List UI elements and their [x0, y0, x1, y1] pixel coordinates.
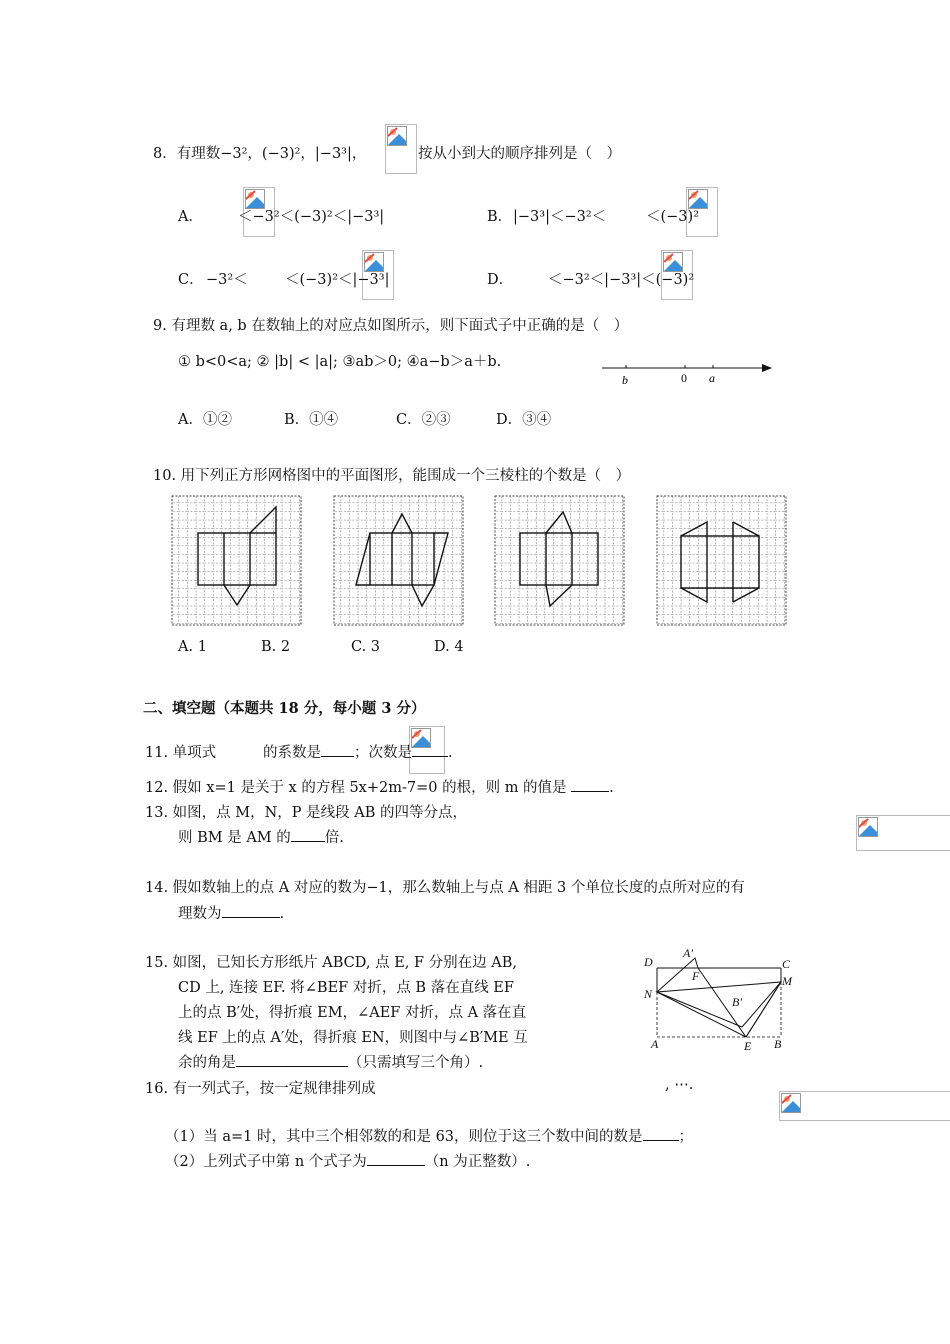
- fig-label-e: E: [744, 1039, 752, 1053]
- image-placeholder: [385, 124, 417, 174]
- fig-label-m: M: [782, 974, 792, 988]
- q8-option-c-pre: −3²＜: [206, 272, 248, 288]
- q10-grid-figures: [170, 494, 790, 628]
- q9-option-a: A．①②: [178, 412, 232, 428]
- fig-label-n: N: [644, 987, 653, 1001]
- q15-figure: [640, 942, 805, 1054]
- q8-option-b-post: ＜(−3)²: [646, 209, 700, 225]
- q16-part1: （1）当 a=1 时，其中三个相邻数的和是 63，则位于这三个数中间的数是 ；: [165, 1125, 693, 1146]
- image-placeholder: [779, 1091, 950, 1121]
- q10-option-c: C. 3: [351, 639, 381, 655]
- q15-line3: 上的点 B′处，得折痕 EM，∠AEF 对折，点 A 落在直: [178, 1005, 527, 1021]
- q14-line2: 理数为 .: [178, 902, 284, 923]
- fig-label-b-prime: B': [732, 995, 742, 1009]
- q8-option-c-label: C．: [178, 272, 204, 288]
- axis-b-label: b: [622, 373, 628, 387]
- q8-option-d-text: ＜−3²＜|−3³|＜(−3)²: [548, 272, 695, 288]
- q15-line5: 余的角是 （只需填写三个角）.: [178, 1051, 483, 1072]
- image-placeholder-icon: [387, 126, 407, 146]
- q11-text: 的系数是 ；次数是 .: [263, 741, 453, 762]
- fig-label-d: D: [644, 955, 653, 969]
- fig-label-c: C: [782, 957, 791, 971]
- q8-option-c-post: ＜(−3)²＜|−3³|: [285, 272, 390, 288]
- fig-label-f: F: [692, 969, 700, 983]
- fig-label-a-prime: A': [683, 946, 693, 960]
- section-title: 二、填空题（本题共 18 分，每小题 3 分）: [143, 700, 426, 717]
- q9-option-d: D．③④: [496, 412, 552, 428]
- grid-figure-1: [172, 496, 301, 625]
- image-placeholder: [856, 815, 950, 851]
- grid-figure-4: [657, 496, 786, 625]
- q14-line1: 14. 假如数轴上的点 A 对应的数为−1，那么数轴上与点 A 相距 3 个单位长度的点所对应的有: [145, 880, 745, 896]
- q9-option-c: C．②③: [396, 412, 451, 428]
- q8-stem-tail: 按从小到大的顺序排列是（ ）: [418, 146, 621, 162]
- q8-option-a-text: ＜−3²＜(−3)²＜|−3³|: [238, 209, 385, 225]
- image-placeholder-icon: [858, 817, 878, 837]
- q10-stem: 10. 用下列正方形网格图中的平面图形，能围成一个三棱柱的个数是（ ）: [153, 468, 631, 484]
- q8-option-b-pre: |−3³|＜−3²＜: [513, 209, 607, 225]
- q15-line1: 15. 如图，已知长方形纸片 ABCD, 点 E, F 分别在边 AB,: [145, 955, 518, 971]
- q12-text: 12. 假如 x=1 是关于 x 的方程 5x+2m-7=0 的根，则 m 的值是 .: [145, 776, 614, 797]
- q16-stem-end: , ⋯.: [665, 1077, 694, 1093]
- q11-pre: 11. 单项式: [145, 745, 217, 761]
- q8-stem: 8．有理数−3²，(−3)²，|−3³|，: [153, 146, 367, 162]
- q10-option-d: D. 4: [434, 639, 464, 655]
- q16-stem: 16. 有一列式子，按一定规律排列成: [145, 1081, 376, 1097]
- q8-option-d-label: D．: [487, 272, 514, 288]
- q9-stem: 9. 有理数 a, b 在数轴上的对应点如图所示，则下面式子中正确的是（ ）: [153, 318, 629, 334]
- number-line: [600, 358, 775, 390]
- q16-part2: （2）上列式子中第 n 个式子为 （n 为正整数）.: [165, 1150, 530, 1171]
- q10-option-b: B. 2: [261, 639, 291, 655]
- q8-option-a-label: A．: [178, 209, 203, 225]
- q10-option-a: A. 1: [178, 639, 207, 655]
- q15-line4: 线 EF 上的点 A′处，得折痕 EN，则图中与∠B′ME 互: [178, 1030, 528, 1046]
- axis-a-label: a: [709, 371, 715, 385]
- q9-items: ① b<0<a; ② |b| < |a|; ③ab＞0; ④a−b＞a＋b.: [178, 354, 502, 370]
- fig-label-a: A: [651, 1037, 659, 1051]
- fig-label-b: B: [774, 1037, 782, 1051]
- q8-option-b-label: B．: [487, 209, 513, 225]
- axis-zero-label: 0: [681, 371, 687, 385]
- grid-figure-3: [495, 496, 624, 625]
- q13-line1: 13. 如图，点 M，N，P 是线段 AB 的四等分点，: [145, 805, 468, 821]
- q15-line2: CD 上, 连接 EF. 将∠BEF 对折，点 B 落在直线 EF: [178, 980, 514, 996]
- grid-figure-2: [334, 496, 463, 625]
- q9-option-b: B．①④: [284, 412, 339, 428]
- q13-line2: 则 BM 是 AM 的 倍.: [178, 826, 344, 847]
- image-placeholder-icon: [781, 1093, 801, 1113]
